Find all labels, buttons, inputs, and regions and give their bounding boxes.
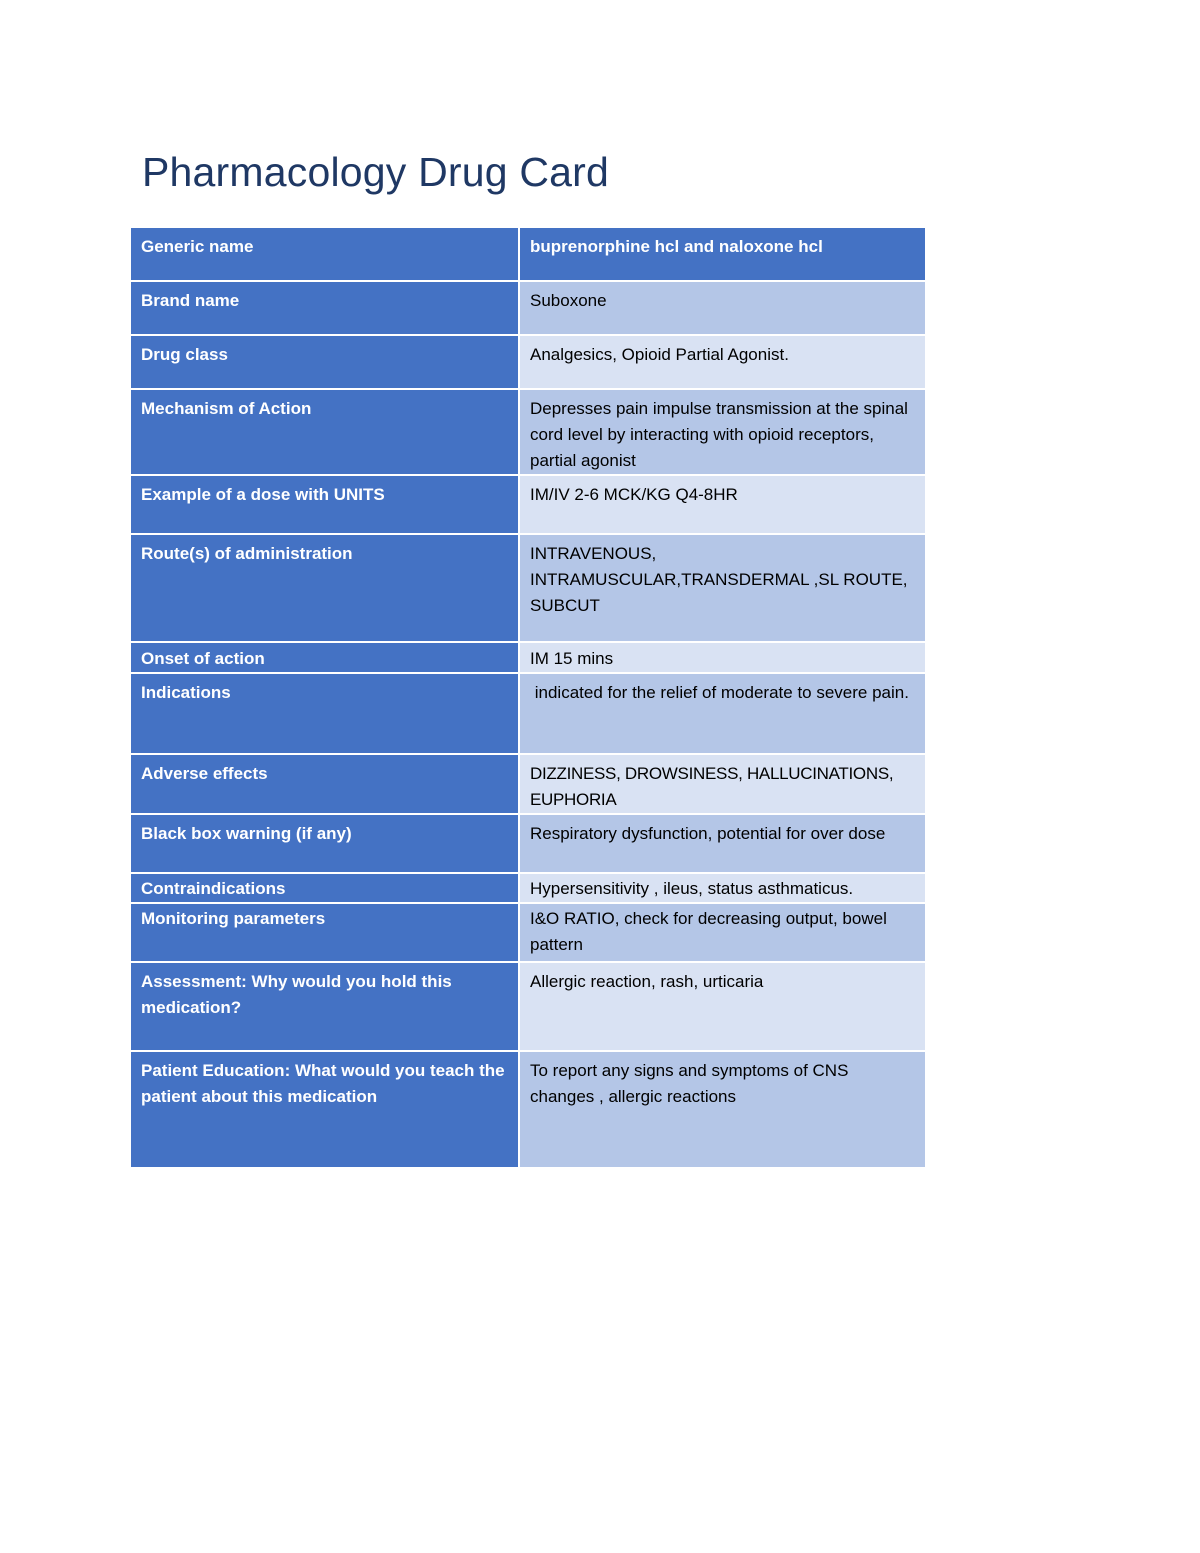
row-value: Suboxone [520,282,927,336]
row-label: Drug class [131,336,520,390]
row-value: Allergic reaction, rash, urticaria [520,963,927,1052]
row-value: Respiratory dysfunction, potential for over dose [520,815,927,874]
table-row-assessment [131,963,927,1052]
row-value: Hypersensitivity , ileus, status asthmaticus. [520,874,927,904]
row-label: Route(s) of administration [131,535,520,643]
table-row-onset [131,643,927,674]
row-value: DIZZINESS, DROWSINESS, HALLUCINATIONS, EUPHORIA [520,755,927,815]
table-row-generic-name [131,228,927,282]
row-label: Mechanism of Action [131,390,520,476]
table-row-monitoring [131,904,927,963]
table-row-routes [131,535,927,643]
table-row-black-box [131,815,927,874]
row-label: Assessment: Why would you hold this medication? [131,963,520,1052]
table-row-drug-class [131,336,927,390]
row-value: I&O RATIO, check for decreasing output, bowel pattern [520,904,927,963]
row-value: IM 15 mins [520,643,927,674]
row-label: Generic name [131,228,520,282]
row-label: Contraindications [131,874,520,904]
row-label: Black box warning (if any) [131,815,520,874]
table-row-mechanism [131,390,927,476]
table-row-contraindications [131,874,927,904]
table-row-dose [131,476,927,535]
row-label: Indications [131,674,520,755]
row-value: Depresses pain impulse transmission at the spinal cord level by interacting with opioid receptors, partial agonist [520,390,927,476]
row-value: Analgesics, Opioid Partial Agonist. [520,336,927,390]
row-label: Brand name [131,282,520,336]
row-value: IM/IV 2-6 MCK/KG Q4-8HR [520,476,927,535]
row-label: Patient Education: What would you teach the patient about this medication [131,1052,520,1169]
row-value: INTRAVENOUS, INTRAMUSCULAR,TRANSDERMAL ,SL ROUTE, SUBCUT [520,535,927,643]
row-value: To report any signs and symptoms of CNS changes , allergic reactions [520,1052,927,1169]
table-row-adverse-effects [131,755,927,815]
drug-card-table [130,227,928,1170]
row-label: Monitoring parameters [131,904,520,963]
row-label: Example of a dose with UNITS [131,476,520,535]
row-value: buprenorphine hcl and naloxone hcl [520,228,927,282]
row-label: Adverse effects [131,755,520,815]
page-title: Pharmacology Drug Card [142,149,609,195]
table-row-brand-name [131,282,927,336]
table-row-patient-education [131,1052,927,1169]
row-label: Onset of action [131,643,520,674]
table-row-indications [131,674,927,755]
row-value: indicated for the relief of moderate to severe pain. [520,674,927,755]
